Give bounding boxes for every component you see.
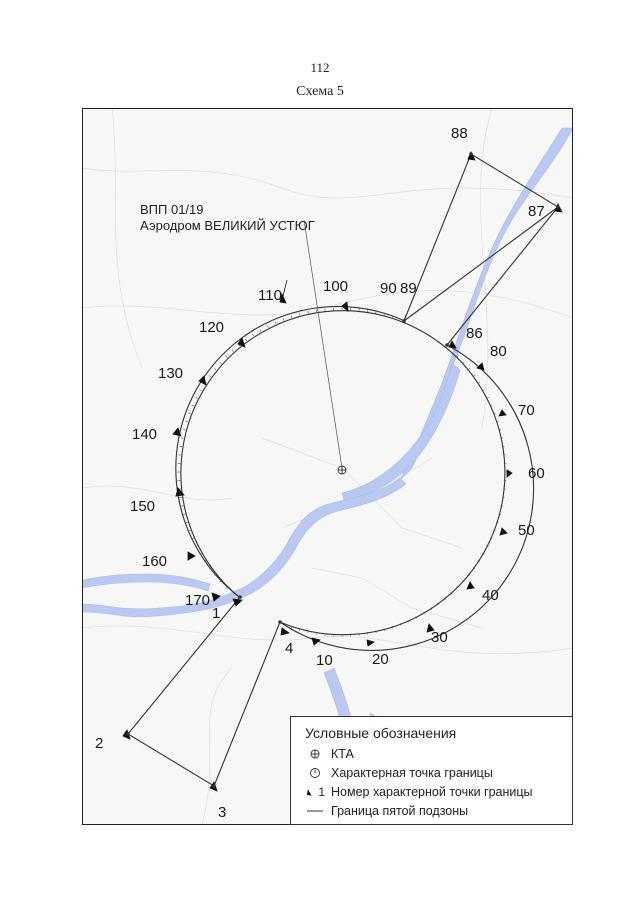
label-110: 110 <box>258 287 282 304</box>
kta-symbol <box>338 466 346 474</box>
label-30: 30 <box>431 629 448 646</box>
label-80: 80 <box>490 343 507 360</box>
label-120: 120 <box>199 319 225 336</box>
point-label-88: 88 <box>451 125 468 142</box>
legend-point-label: Характерная точка границы <box>331 766 493 780</box>
label-150: 150 <box>130 498 156 515</box>
point-label-87: 87 <box>528 203 545 220</box>
legend-title: Условные обозначения <box>305 725 457 741</box>
label-170: 170 <box>185 592 211 609</box>
label-40: 40 <box>482 587 499 604</box>
kta-icon <box>305 748 325 760</box>
point-label-4: 4 <box>285 640 294 657</box>
aerodrome-label: Аэродром ВЕЛИКИЙ УСТЮГ <box>140 218 315 233</box>
legend <box>290 716 573 825</box>
pointer-icon <box>305 785 325 799</box>
label-140: 140 <box>132 426 158 443</box>
page-number: 112 <box>310 60 330 75</box>
point-label-1: 1 <box>212 605 221 622</box>
point-label-86: 86 <box>466 325 483 342</box>
legend-boundary-label: Граница пятой подзоны <box>331 804 469 818</box>
label-10: 10 <box>316 652 333 669</box>
scheme-title: Схема 5 <box>296 84 344 99</box>
label-50: 50 <box>518 522 535 539</box>
label-20: 20 <box>372 651 389 668</box>
label-130: 130 <box>158 365 184 382</box>
runway-label: ВПП 01/19 <box>140 202 204 217</box>
point-label-89: 89 <box>400 280 417 297</box>
legend-row-point <box>305 766 493 780</box>
label-70: 70 <box>518 402 535 419</box>
legend-row-kta <box>305 747 354 761</box>
label-160: 160 <box>142 553 168 570</box>
point-label-90: 90 <box>380 280 397 297</box>
legend-row-number <box>305 785 533 799</box>
legend-number-mark: 1 <box>318 785 325 799</box>
legend-row-boundary <box>305 804 468 818</box>
boundary-point-icon <box>305 767 325 779</box>
point-label-2: 2 <box>95 735 104 752</box>
boundary-line-icon <box>305 808 325 814</box>
legend-kta-label: КТА <box>331 747 354 761</box>
label-100: 100 <box>323 278 349 295</box>
point-label-3: 3 <box>218 804 227 821</box>
legend-number-label: Номер характерной точки границы <box>331 785 533 799</box>
label-60: 60 <box>528 465 545 482</box>
